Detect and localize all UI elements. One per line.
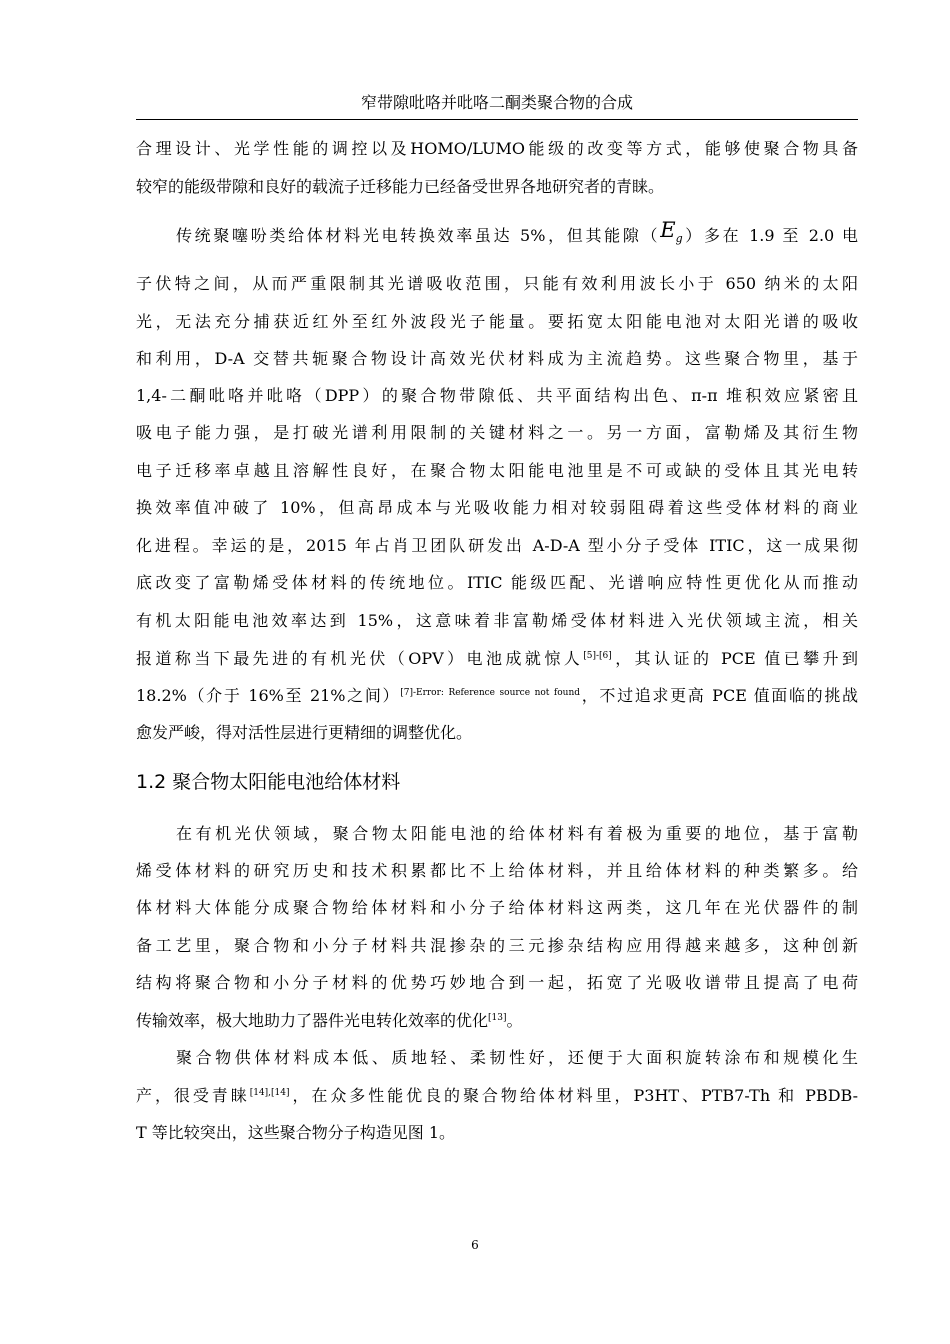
citation-14[interactable]: [14],[14] (249, 1088, 290, 1098)
para3-line-2: 烯受体材料的研究历史和技术积累都比不上给体材料，并且给体材料的种类繁多。给 (136, 861, 858, 880)
para2-line-14: 愈发严峻，得对活性层进行更精细的调整优化。 (136, 723, 473, 742)
energy-gap-symbol: $E_g$ (660, 218, 683, 246)
page-number: 6 (471, 1238, 479, 1252)
section-heading-1-2: 1.2 聚合物太阳能电池给体材料 (136, 771, 401, 793)
citation-5-6[interactable]: [5]-[6] (583, 651, 612, 661)
para2-line-13: 18.2%（介于 16%至 21%之间）$^{[7]-Error: Reference source not found}$，不过追求更高 PCE 值面临的挑战 (136, 686, 858, 705)
para2-line-5: 1,4-二酮吡咯并吡咯（DPP）的聚合物带隙低、共平面结构出色、π-π 堆积效应紧密且 (136, 386, 858, 405)
para2-line-3: 光，无法充分捕获近红外至红外波段光子能量。要拓宽太阳能电池对太阳光谱的吸收 (136, 312, 858, 331)
para4-line-1: 聚合物供体材料成本低、质地轻、柔韧性好，还便于大面积旋转涂布和规模化生 (176, 1048, 858, 1067)
para2-line-11: 有机太阳能电池效率达到 15%，这意味着非富勒烯受体材料进入光伏领域主流，相关 (136, 611, 858, 630)
para1-line-1: 合理设计、光学性能的调控以及HOMO/LUMO能级的改变等方式，能够使聚合物具备 (136, 139, 858, 158)
para2-line-8: 换效率值冲破了 10%，但高昂成本与光吸收能力相对较弱阻碍着这些受体材料的商业 (136, 498, 858, 517)
para3-line-5: 结构将聚合物和小分子材料的优势巧妙地合到一起，拓宽了光吸收谱带且提高了电荷 (136, 973, 858, 992)
header-rule (136, 119, 858, 120)
para2-line-1 (176, 218, 858, 254)
para4-line-3: T 等比较突出，这些聚合物分子构造见图 1。 (136, 1123, 456, 1142)
para2-line-10: 底改变了富勒烯受体材料的传统地位。ITIC 能级匹配、光谱响应特性更优化从而推动 (136, 573, 858, 592)
para2-line-1-b: ）多在 1.9 至 2.0 电 (682, 226, 858, 245)
para2-line-9: 化进程。幸运的是，2015 年占肖卫团队研发出 A-D-A 型小分子受体 ITIC，这一成果彻 (136, 536, 858, 555)
para2-line-2: 子伏特之间，从而严重限制其光谱吸收范围，只能有效利用波长小于 650 纳米的太阳 (136, 274, 858, 293)
para4-line-2: 产，很受青睐[14],[14]，在众多性能优良的聚合物给体材料里，P3HT、PTB7-Th 和 PBDB- (136, 1086, 858, 1105)
para3-line-1: 在有机光伏领域，聚合物太阳能电池的给体材料有着极为重要的地位，基于富勒 (176, 824, 858, 843)
citation-7-error[interactable]: [7]-Error: Reference source not found (400, 688, 581, 698)
para1-line-2: 较窄的能级带隙和良好的载流子迁移能力已经备受世界各地研究者的青睐。 (136, 177, 665, 196)
para2-line-7: 电子迁移率卓越且溶解性良好，在聚合物太阳能电池里是不可或缺的受体且其光电转 (136, 461, 858, 480)
para3-line-4: 备工艺里，聚合物和小分子材料共混掺杂的三元掺杂结构应用得越来越多，这种创新 (136, 936, 858, 955)
para2-line-6: 吸电子能力强，是打破光谱利用限制的关键材料之一。另一方面，富勒烯及其衍生物 (136, 423, 858, 442)
citation-13[interactable]: [13] (488, 1013, 507, 1023)
para2-line-4: 和利用，D-A 交替共轭聚合物设计高效光伏材料成为主流趋势。这些聚合物里，基于 (136, 349, 858, 368)
para3-line-3: 体材料大体能分成聚合物给体材料和小分子给体材料这两类，这几年在光伏器件的制 (136, 898, 858, 917)
para2-line-12: 报道称当下最先进的有机光伏（OPV）电池成就惊人[5]-[6]，其认证的 PCE 值已攀升到 (136, 649, 858, 668)
para2-line-1-a: 传统聚噻吩类给体材料光电转换效率虽达 5%，但其能隙（ (176, 226, 661, 245)
para3-line-6: 传输效率，极大地助力了器件光电转化效率的优化[13]。 (136, 1011, 523, 1030)
running-header: 窄带隙吡咯并吡咯二酮类聚合物的合成 (360, 93, 633, 112)
